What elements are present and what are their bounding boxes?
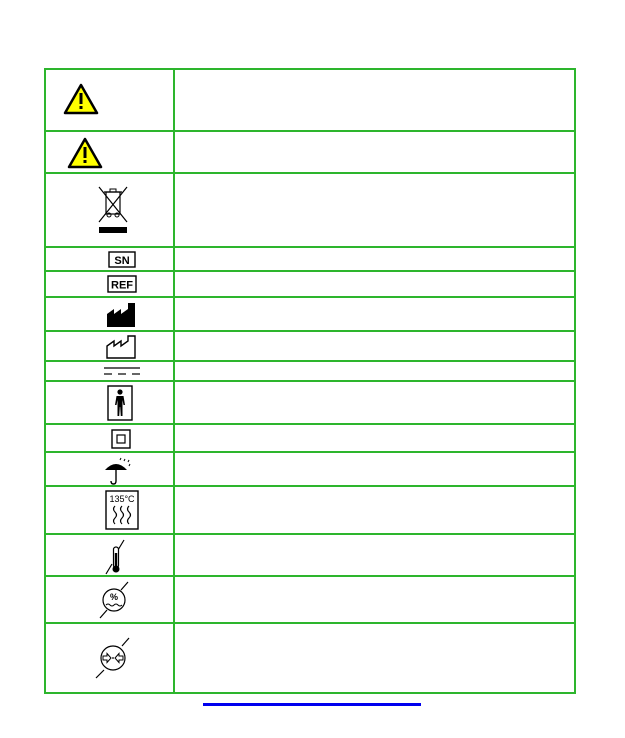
table-row — [46, 172, 574, 246]
row-description — [177, 174, 574, 246]
keep-dry-icon — [103, 456, 133, 486]
reference-number-icon — [107, 275, 137, 293]
row-description — [177, 362, 574, 380]
svg-text:135°C: 135°C — [109, 494, 135, 504]
table-row — [46, 330, 574, 360]
row-description — [177, 382, 574, 423]
row-description — [177, 535, 574, 575]
table-row — [46, 296, 574, 330]
table-row — [46, 423, 574, 451]
symbol-cell — [46, 453, 175, 485]
symbol-cell — [46, 132, 175, 172]
table-row — [46, 575, 574, 622]
class-ii-equipment-icon — [111, 429, 131, 449]
symbol-cell — [46, 174, 175, 246]
table-row — [46, 360, 574, 380]
warning-icon — [63, 83, 99, 115]
row-description — [177, 425, 574, 451]
symbols-table — [44, 68, 576, 694]
symbol-cell — [46, 248, 175, 270]
symbol-cell — [46, 425, 175, 451]
row-description — [177, 132, 574, 172]
row-description — [177, 487, 574, 533]
serial-number-icon — [108, 251, 136, 268]
svg-text:SN: SN — [114, 255, 130, 267]
row-description — [177, 272, 574, 296]
symbol-cell — [46, 624, 175, 694]
symbol-cell — [46, 70, 175, 130]
symbol-cell — [46, 298, 175, 330]
sterilization-temperature-icon — [105, 490, 139, 530]
table-row — [46, 70, 574, 130]
table-row — [46, 533, 574, 575]
caution-icon — [67, 137, 103, 169]
weee-disposal-icon — [96, 184, 130, 240]
svg-text:REF: REF — [111, 279, 133, 292]
table-row — [46, 451, 574, 485]
row-description — [177, 298, 574, 330]
footer-link-underline[interactable] — [203, 703, 421, 706]
type-bf-applied-part-icon — [107, 385, 133, 421]
symbol-cell — [46, 272, 175, 296]
symbol-cell — [46, 577, 175, 622]
symbol-cell — [46, 332, 175, 360]
table-row — [46, 622, 574, 694]
direct-current-icon — [102, 366, 142, 376]
table-row — [46, 270, 574, 296]
symbol-cell — [46, 362, 175, 380]
row-description — [177, 624, 574, 694]
row-description — [177, 453, 574, 485]
date-of-manufacture-icon — [106, 335, 136, 359]
humidity-limit-icon — [96, 580, 132, 620]
table-row — [46, 485, 574, 533]
row-description — [177, 332, 574, 360]
symbol-cell — [46, 535, 175, 575]
row-description — [177, 70, 574, 130]
table-row — [46, 380, 574, 423]
row-description — [177, 577, 574, 622]
row-description — [177, 248, 574, 270]
temperature-limit-icon — [102, 538, 132, 576]
symbol-cell — [46, 382, 175, 423]
svg-text:%: % — [109, 592, 119, 602]
atmospheric-pressure-limit-icon — [92, 636, 134, 680]
manufacturer-icon — [106, 302, 136, 328]
symbol-cell — [46, 487, 175, 533]
table-row — [46, 130, 574, 172]
table-row — [46, 246, 574, 270]
